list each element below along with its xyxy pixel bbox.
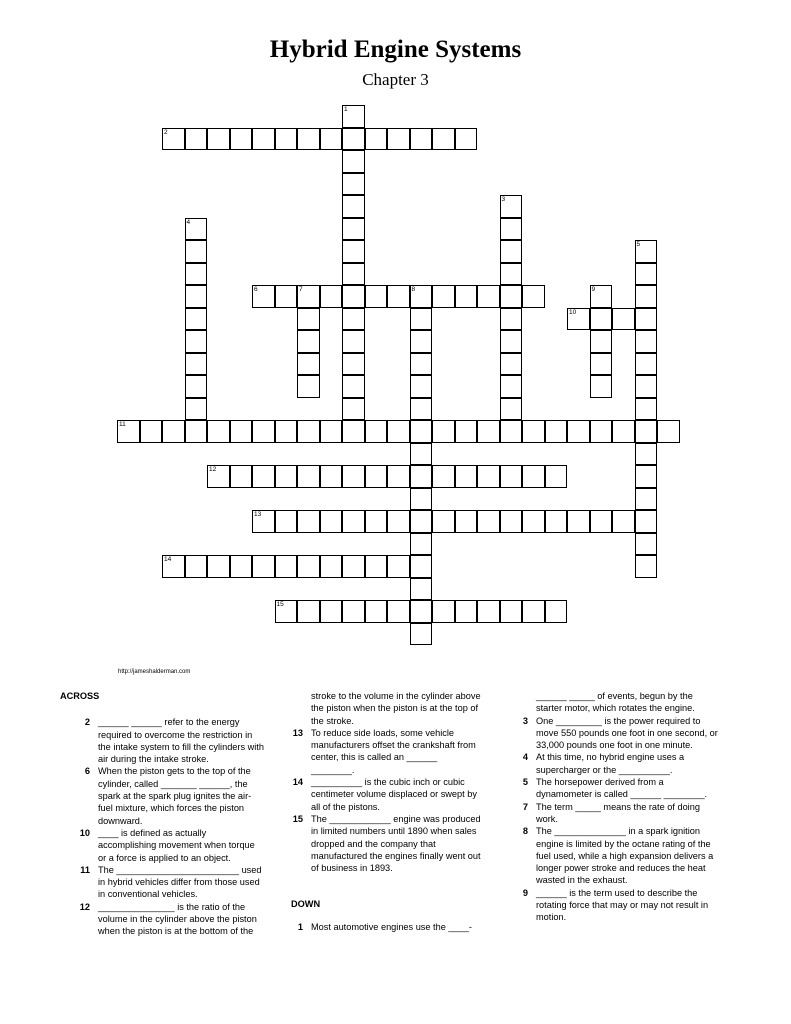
clue-item	[60, 716, 265, 765]
grid-cell[interactable]	[455, 420, 478, 443]
clue-number: 13	[254, 511, 262, 518]
page-subtitle: Chapter 3	[362, 70, 429, 89]
clue-item-text: _______________ is the ratio of the volume in the cylinder above the piston when the piston is at the bottom of the	[98, 901, 257, 937]
grid-cell[interactable]	[297, 600, 320, 623]
page-title: Hybrid Engine Systems	[269, 36, 522, 63]
grid-cell[interactable]	[342, 240, 365, 263]
grid-cell[interactable]	[500, 398, 523, 421]
grid-cell[interactable]	[252, 555, 275, 578]
grid-cell[interactable]	[320, 128, 343, 151]
grid-cell[interactable]	[477, 285, 500, 308]
grid-cell[interactable]	[410, 578, 433, 601]
grid-cell[interactable]	[185, 398, 208, 421]
grid-cell[interactable]	[297, 465, 320, 488]
grid-cell[interactable]	[275, 128, 298, 151]
grid-cell[interactable]	[342, 330, 365, 353]
clue-item	[273, 813, 483, 874]
clue-item-number: 11	[80, 864, 90, 875]
clue-number: 5	[636, 241, 641, 248]
grid-cell[interactable]	[635, 285, 658, 308]
grid-cell[interactable]	[342, 600, 365, 623]
clue-item-text: The term _____ means the rate of doing work.	[536, 801, 700, 824]
down-clue-list-continued	[498, 715, 718, 924]
grid-cell[interactable]	[635, 420, 658, 443]
grid-cell[interactable]	[657, 420, 680, 443]
grid-cell[interactable]	[297, 128, 320, 151]
grid-cell[interactable]	[410, 398, 433, 421]
clue-item-text: When the piston gets to the top of the cylinder, called _______ ______, the spark at the spark plug ignites the air-fuel mixture, which forces the piston downward.	[98, 766, 252, 826]
clue-item-number: 2	[84, 717, 90, 728]
clue-item-text: __________ is the cubic inch or cubic centimeter volume displaced or swept by all of the pistons.	[311, 777, 477, 812]
grid-cell[interactable]	[635, 308, 658, 331]
grid-cell[interactable]	[185, 128, 208, 151]
clue-item-number: 7	[522, 801, 528, 812]
grid-cell[interactable]	[635, 465, 658, 488]
grid-cell[interactable]	[635, 488, 658, 511]
grid-cell[interactable]	[410, 353, 433, 376]
grid-cell[interactable]	[500, 510, 523, 533]
grid-cell[interactable]	[635, 398, 658, 421]
clues-column-1	[60, 690, 265, 938]
clue-item	[60, 901, 265, 938]
grid-cell[interactable]	[500, 420, 523, 443]
clue-item-number: 4	[522, 752, 528, 763]
grid-cell[interactable]	[410, 488, 433, 511]
clue-item	[498, 715, 718, 752]
grid-cell[interactable]	[545, 465, 568, 488]
clue-item	[273, 921, 483, 933]
grid-cell[interactable]	[185, 353, 208, 376]
clue-number: 14	[164, 556, 172, 563]
grid-cell[interactable]	[455, 128, 478, 151]
clue-12-continuation: stroke to the volume in the cylinder above the piston when the piston is at the top of the stroke.	[311, 691, 481, 726]
grid-cell[interactable]	[342, 285, 365, 308]
clue-item-text: The ________________________ used in hybrid vehicles differ from those used in conventional vehicles.	[98, 864, 262, 900]
grid-cell[interactable]	[500, 465, 523, 488]
grid-cell[interactable]	[522, 510, 545, 533]
grid-cell[interactable]	[432, 128, 455, 151]
grid-cell[interactable]	[590, 375, 613, 398]
clue-number: 9	[591, 286, 596, 293]
clue-number: 3	[501, 196, 506, 203]
clue-item-number: 9	[522, 887, 528, 898]
grid-cell[interactable]	[275, 555, 298, 578]
grid-cell[interactable]	[410, 510, 433, 533]
grid-cell[interactable]	[320, 465, 343, 488]
grid-cell[interactable]	[635, 330, 658, 353]
grid-cell[interactable]	[207, 128, 230, 151]
grid-cell[interactable]	[387, 510, 410, 533]
grid-cell[interactable]	[455, 600, 478, 623]
clue-number: 11	[119, 421, 126, 428]
grid-cell[interactable]	[410, 330, 433, 353]
grid-cell[interactable]	[275, 285, 298, 308]
grid-cell[interactable]	[185, 375, 208, 398]
grid-cell[interactable]	[342, 465, 365, 488]
grid-cell[interactable]	[635, 240, 658, 263]
grid-cell[interactable]	[612, 308, 635, 331]
grid-cell[interactable]	[590, 330, 613, 353]
clue-item-number: 8	[522, 826, 528, 837]
clue-item-number: 3	[522, 715, 528, 726]
grid-cell[interactable]	[567, 308, 590, 331]
grid-cell[interactable]	[455, 510, 478, 533]
grid-cell[interactable]	[140, 420, 163, 443]
grid-cell[interactable]	[545, 510, 568, 533]
clues-column-2	[273, 690, 483, 933]
grid-cell[interactable]	[410, 285, 433, 308]
clue-item	[498, 887, 718, 924]
grid-cell[interactable]	[275, 600, 298, 623]
grid-cell[interactable]	[590, 285, 613, 308]
grid-cell[interactable]	[162, 420, 185, 443]
grid-cell[interactable]	[432, 285, 455, 308]
grid-cell[interactable]	[612, 510, 635, 533]
grid-cell[interactable]	[590, 420, 613, 443]
grid-cell[interactable]	[432, 420, 455, 443]
clue-item-number: 13	[292, 727, 303, 738]
clue-item-text: ______ ______ refer to the energy required to overcome the restriction in the intake system to fill the cylinders with air during the intake stroke.	[98, 717, 264, 765]
grid-cell[interactable]	[590, 510, 613, 533]
grid-cell[interactable]	[387, 555, 410, 578]
grid-cell[interactable]	[635, 555, 658, 578]
grid-cell[interactable]	[500, 600, 523, 623]
grid-cell[interactable]	[500, 218, 523, 241]
grid-cell[interactable]	[500, 240, 523, 263]
grid-cell[interactable]	[410, 533, 433, 556]
down-clue-list	[273, 921, 483, 933]
grid-cell[interactable]	[432, 600, 455, 623]
grid-cell[interactable]	[410, 600, 433, 623]
clue-item-text: At this time, no hybrid engine uses a supercharger or the __________.	[536, 752, 685, 775]
grid-cell[interactable]	[297, 375, 320, 398]
grid-cell[interactable]	[365, 600, 388, 623]
grid-cell[interactable]	[567, 510, 590, 533]
clue-item	[498, 776, 718, 801]
grid-cell[interactable]	[387, 600, 410, 623]
grid-cell[interactable]	[230, 128, 253, 151]
grid-cell[interactable]	[185, 420, 208, 443]
grid-cell[interactable]	[410, 128, 433, 151]
across-clue-list-continued	[273, 727, 483, 875]
clue-item-number: 6	[84, 766, 90, 777]
grid-cell[interactable]	[410, 623, 433, 646]
clue-item-text: One _________ is the power required to move 550 pounds one foot in one second, or 33,000 pounds one foot in one minute.	[536, 715, 718, 751]
grid-cell[interactable]	[365, 510, 388, 533]
across-clue-list	[60, 716, 265, 937]
clue-number: 1	[344, 106, 348, 113]
grid-cell[interactable]	[635, 533, 658, 556]
grid-cell[interactable]	[500, 375, 523, 398]
grid-cell[interactable]	[387, 420, 410, 443]
clue-item	[273, 776, 483, 813]
clue-item-number: 14	[292, 777, 303, 788]
clue-item-number: 12	[79, 901, 90, 912]
grid-cell[interactable]	[590, 353, 613, 376]
grid-cell[interactable]	[342, 195, 365, 218]
clues-column-3	[498, 690, 718, 924]
grid-cell[interactable]	[635, 510, 658, 533]
clue-number: 12	[209, 466, 217, 473]
clue-item	[498, 801, 718, 826]
grid-cell[interactable]	[432, 465, 455, 488]
grid-cell[interactable]	[320, 600, 343, 623]
grid-cell[interactable]	[387, 128, 410, 151]
grid-cell[interactable]	[545, 600, 568, 623]
grid-cell[interactable]	[477, 510, 500, 533]
clue-item	[60, 864, 265, 901]
grid-cell[interactable]	[500, 308, 523, 331]
grid-cell[interactable]	[522, 420, 545, 443]
grid-cell[interactable]	[387, 465, 410, 488]
clue-item	[498, 825, 718, 886]
grid-cell[interactable]	[275, 465, 298, 488]
grid-cell[interactable]	[185, 285, 208, 308]
clue-item-number: 1	[297, 921, 303, 932]
grid-cell[interactable]	[297, 353, 320, 376]
clue-item-number: 10	[79, 827, 90, 838]
grid-cell[interactable]	[342, 555, 365, 578]
clue-1-continuation: ______ _____ of events, begun by the starter motor, which rotates the engine.	[536, 691, 695, 714]
clue-number: 8	[411, 286, 416, 293]
grid-cell[interactable]	[545, 420, 568, 443]
grid-cell[interactable]	[522, 465, 545, 488]
grid-cell[interactable]	[230, 465, 253, 488]
grid-cell[interactable]	[275, 510, 298, 533]
grid-cell[interactable]	[342, 105, 365, 128]
grid-cell[interactable]	[342, 218, 365, 241]
grid-cell[interactable]	[477, 420, 500, 443]
clue-number: 7	[299, 286, 303, 293]
grid-cell[interactable]	[410, 308, 433, 331]
grid-cell[interactable]	[342, 375, 365, 398]
grid-cell[interactable]	[635, 443, 658, 466]
grid-cell[interactable]	[297, 420, 320, 443]
source-url: http://jameshalderman.com	[118, 669, 191, 675]
grid-cell[interactable]	[342, 420, 365, 443]
grid-cell[interactable]	[185, 240, 208, 263]
grid-cell[interactable]	[522, 600, 545, 623]
grid-cell[interactable]	[500, 330, 523, 353]
grid-cell[interactable]	[297, 330, 320, 353]
clue-item	[273, 727, 483, 776]
grid-cell[interactable]	[477, 600, 500, 623]
grid-cell[interactable]	[252, 510, 275, 533]
grid-cell[interactable]	[410, 555, 433, 578]
grid-cell[interactable]	[635, 375, 658, 398]
grid-cell[interactable]	[185, 330, 208, 353]
grid-cell[interactable]	[320, 420, 343, 443]
grid-cell[interactable]	[387, 285, 410, 308]
grid-cell[interactable]	[320, 555, 343, 578]
clue-item-text: The horsepower derived from a dynamometer is called ______ ________.	[536, 777, 708, 800]
grid-cell[interactable]	[230, 555, 253, 578]
grid-cell[interactable]	[207, 465, 230, 488]
clue-item-text: To reduce side loads, some vehicle manufacturers offset the crankshaft from center, this is called an ______ ________.	[311, 727, 476, 775]
grid-cell[interactable]	[477, 465, 500, 488]
grid-cell[interactable]	[320, 285, 343, 308]
grid-cell[interactable]	[207, 555, 230, 578]
grid-cell[interactable]	[365, 128, 388, 151]
grid-cell[interactable]	[455, 285, 478, 308]
grid-cell[interactable]	[207, 420, 230, 443]
grid-cell[interactable]	[185, 555, 208, 578]
grid-cell[interactable]	[635, 263, 658, 286]
grid-cell[interactable]	[185, 218, 208, 241]
grid-cell[interactable]	[567, 420, 590, 443]
grid-cell[interactable]	[410, 375, 433, 398]
grid-cell[interactable]	[252, 420, 275, 443]
grid-cell[interactable]	[297, 285, 320, 308]
clue-number: 15	[276, 601, 284, 608]
clue-number: 10	[569, 308, 577, 316]
grid-cell[interactable]	[230, 420, 253, 443]
clue-number: 2	[164, 128, 168, 136]
grid-cell[interactable]	[342, 173, 365, 196]
grid-cell[interactable]	[297, 555, 320, 578]
grid-cell[interactable]	[342, 128, 365, 151]
grid-cell[interactable]	[342, 510, 365, 533]
grid-cell[interactable]	[522, 285, 545, 308]
grid-cell[interactable]	[410, 465, 433, 488]
grid-cell[interactable]	[342, 353, 365, 376]
clue-item	[498, 751, 718, 776]
clue-item-number: 15	[292, 813, 303, 824]
clue-item-number: 5	[522, 777, 528, 788]
grid-cell[interactable]	[342, 150, 365, 173]
clue-number: 4	[186, 218, 191, 226]
clue-item-text: The ______________ in a spark ignition engine is limited by the octane rating of the fuel used, while a high expansion delivers a longer power stroke and reduces the heat wasted in the exhaust.	[536, 826, 714, 886]
grid-cell[interactable]	[162, 555, 185, 578]
grid-cell[interactable]	[500, 263, 523, 286]
grid-cell[interactable]	[297, 510, 320, 533]
grid-cell[interactable]	[252, 465, 275, 488]
grid-cell[interactable]	[342, 263, 365, 286]
grid-cell[interactable]	[297, 308, 320, 331]
grid-cell[interactable]	[410, 443, 433, 466]
grid-cell[interactable]	[455, 465, 478, 488]
grid-cell[interactable]	[365, 420, 388, 443]
grid-cell[interactable]	[410, 420, 433, 443]
clue-item-text: Most automotive engines use the ____-	[311, 921, 472, 932]
grid-cell[interactable]	[162, 128, 185, 151]
down-heading: DOWN	[291, 899, 321, 910]
grid-cell[interactable]	[365, 285, 388, 308]
grid-cell[interactable]	[117, 420, 140, 443]
clue-number: 6	[254, 286, 258, 293]
clue-item-text: The ____________ engine was produced in limited numbers until 1890 when sales dropped and the company that manufactured the engines finally went out of business in 1893.	[311, 813, 481, 874]
grid-cell[interactable]	[252, 285, 275, 308]
grid-cell[interactable]	[252, 128, 275, 151]
grid-cell[interactable]	[612, 420, 635, 443]
grid-cell[interactable]	[635, 353, 658, 376]
grid-cell[interactable]	[432, 510, 455, 533]
grid-cell[interactable]	[342, 398, 365, 421]
grid-cell[interactable]	[500, 195, 523, 218]
grid-cell[interactable]	[185, 308, 208, 331]
grid-cell[interactable]	[365, 555, 388, 578]
clue-item-text: ____ is defined as actually accomplishing movement when torque or a force is applied to an object.	[98, 827, 255, 863]
clue-item-text: ______ is the term used to describe the rotating force that may or may not result in motion.	[536, 887, 709, 923]
grid-cell[interactable]	[320, 510, 343, 533]
grid-cell[interactable]	[500, 285, 523, 308]
grid-cell[interactable]	[185, 263, 208, 286]
grid-cell[interactable]	[500, 353, 523, 376]
grid-cell[interactable]	[275, 420, 298, 443]
grid-cell[interactable]	[342, 308, 365, 331]
across-heading: ACROSS	[60, 691, 100, 701]
clue-item	[60, 765, 265, 826]
clue-item	[60, 827, 265, 864]
grid-cell[interactable]	[590, 308, 613, 331]
grid-cell[interactable]	[365, 465, 388, 488]
